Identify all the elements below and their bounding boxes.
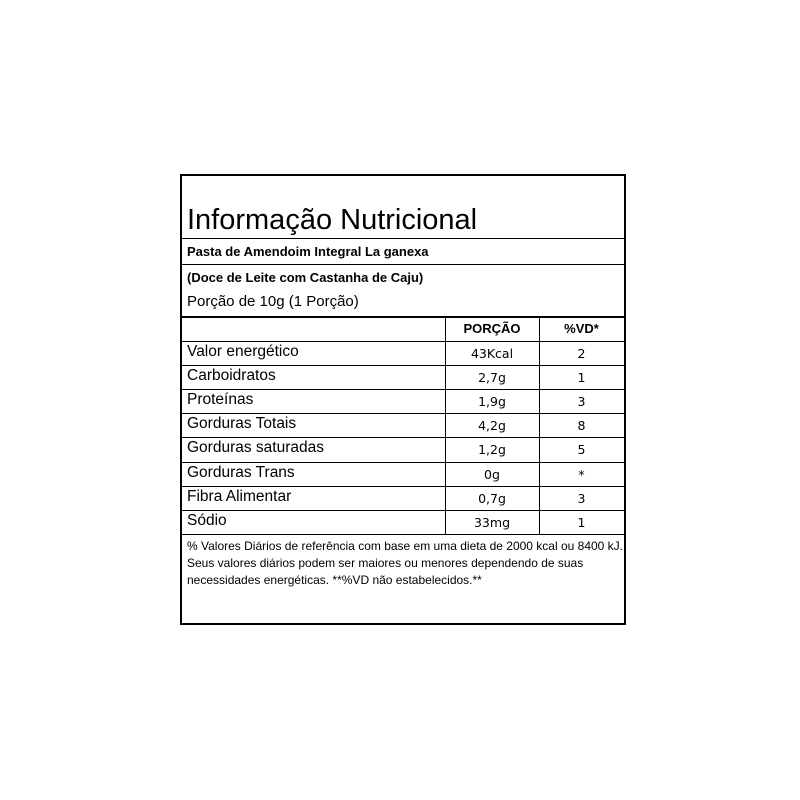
divider [182,316,624,318]
column-header-portion: PORÇÃO [463,321,521,336]
row-divider [182,510,624,511]
nutrient-name: Proteínas [187,391,254,409]
nutrient-portion-value: 1,2g [478,442,506,458]
divider [182,534,624,535]
nutrient-vd-value: 5 [577,442,586,458]
nutrient-name: Carboidratos [187,367,276,385]
nutrition-facts-panel [180,174,626,625]
nutrient-portion-value: 33mg [473,514,511,530]
nutrient-vd-value: 1 [577,514,586,530]
nutrient-portion-value: 4,2g [478,418,506,434]
panel-title: Informação Nutricional [187,204,478,236]
nutrient-name: Fibra Alimentar [187,487,292,505]
nutrient-portion-value: 1,9g [478,394,506,410]
column-header-vd: %VD* [564,321,599,336]
nutrient-name: Sódio [187,511,227,529]
nutrient-portion-value: 43Kcal [470,346,514,361]
nutrient-vd-value: 1 [577,370,586,386]
nutrient-name: Valor energético [187,343,299,360]
nutrient-name: Gorduras saturadas [187,439,324,457]
nutrient-portion-value: 0,7g [478,490,506,506]
serving-size: Porção de 10g (1 Porção) [187,293,359,310]
footnote: % Valores Diários de referência com base em uma dieta de 2000 kcal ou 8400 kJ. Seus valores diários podem ser maiores ou menores dependendo de suas necessidades energéticas. **%VD não estabelecidos.** [187,539,624,587]
nutrient-name: Gorduras Totais [187,415,297,433]
nutrient-vd-value: 3 [577,490,586,506]
nutrient-vd-value: 2 [577,346,586,361]
nutrient-vd-value: * [578,466,585,482]
product-flavor: (Doce de Leite com Castanha de Caju) [187,270,424,285]
divider [182,238,624,239]
nutrient-name: Gorduras Trans [187,463,295,481]
nutrient-vd-value: 3 [577,394,586,410]
nutrient-portion-value: 2,7g [478,370,506,386]
nutrient-portion-value: 0g [484,466,500,482]
divider [182,264,624,265]
nutrient-vd-value: 8 [577,418,586,434]
product-name: Pasta de Amendoim Integral La ganexa [187,244,429,259]
